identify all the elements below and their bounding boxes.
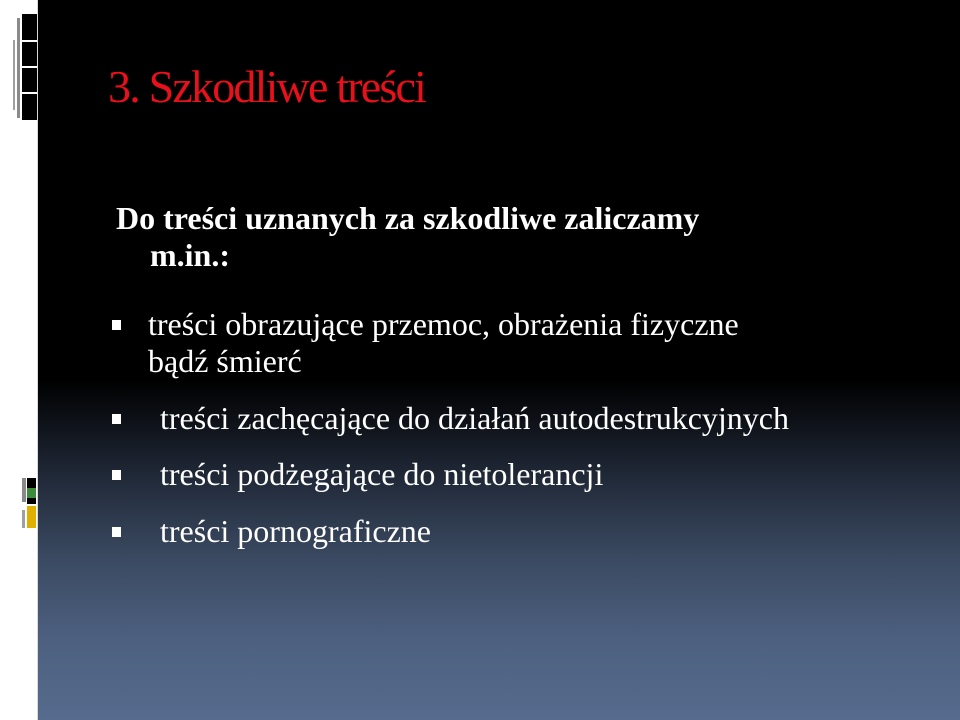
list-item [110, 513, 955, 550]
deco-yellow-block [27, 506, 36, 528]
square-bullet-icon [112, 414, 121, 424]
list-item-text: treści obrazujące przemoc, obrażenia fizyczne [148, 306, 739, 342]
intro-line-1: Do treści uznanych za szkodliwe zaliczamy [116, 200, 700, 236]
slide-title: 3. Szkodliwe treści [108, 61, 426, 112]
deco-top-gray-bar [17, 18, 20, 118]
list-item-text-continued: bądź śmierć [148, 342, 302, 379]
square-bullet-icon [112, 527, 121, 537]
deco-top-white-line-3 [22, 92, 37, 94]
list-item [110, 400, 955, 437]
deco-top-white-line-1 [22, 40, 37, 42]
square-bullet-icon [112, 470, 121, 480]
strip-divider [37, 0, 38, 720]
deco-top-white-line-2 [22, 66, 37, 68]
list-item-text: treści pornograficzne [160, 513, 431, 550]
list-item-text: treści podżegające do nietolerancji [160, 456, 604, 493]
list-item [110, 306, 955, 380]
deco-gray-block [22, 478, 26, 502]
intro-line-2: m.in.: [150, 236, 230, 273]
list-item [110, 456, 955, 493]
square-bullet-icon [112, 320, 121, 330]
deco-green-block [27, 488, 36, 498]
deco-top-gray-bar-2 [13, 40, 15, 110]
intro-text [116, 200, 916, 274]
bullet-list [110, 306, 955, 574]
list-item-text: treści zachęcające do działań autodestrukcyjnych [160, 399, 789, 436]
left-decorative-strip [0, 0, 38, 720]
deco-gray-tick [22, 510, 25, 528]
